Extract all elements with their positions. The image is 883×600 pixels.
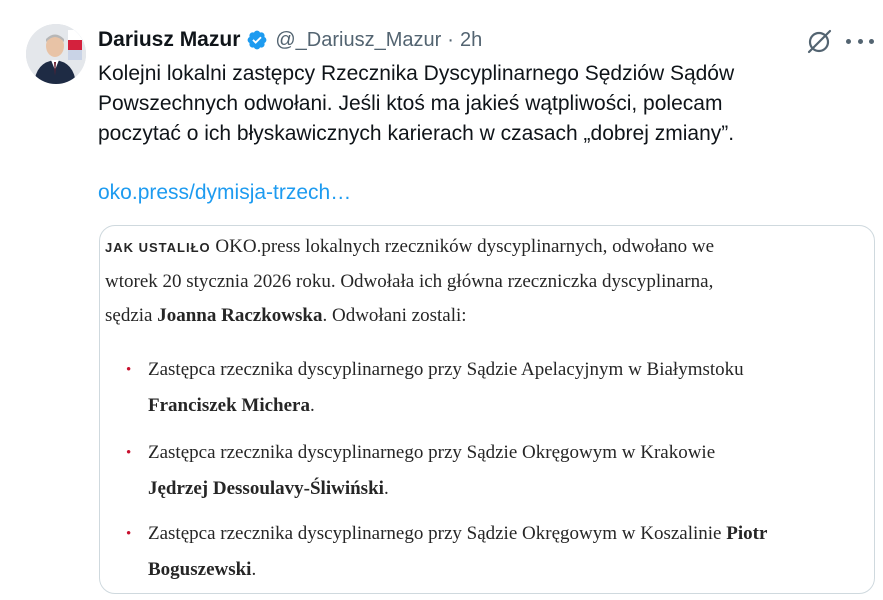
person-name: Joanna Raczkowska [157,305,323,326]
bullet-icon: • [126,526,132,542]
intro-line [105,299,865,333]
author-name[interactable]: Dariusz Mazur [98,28,241,51]
tweet-text [98,59,838,149]
tweet-text-line: Kolejni lokalni zastępcy Rzecznika Dyscyplinarnego Sędziów Sądów [98,62,735,85]
list-item [120,352,870,424]
list-item-end: . [251,559,257,580]
tweet-header [98,26,482,54]
card-kicker: JAK USTALIŁO [105,240,211,255]
list-item-line [120,388,870,424]
list-item [120,516,870,588]
list-item-line [120,552,870,588]
separator-dot: · [447,28,454,51]
more-options-icon[interactable] [846,31,874,51]
bullet-icon: • [126,362,132,378]
person-name: Piotr [726,523,768,544]
intro-line [105,230,865,265]
intro-text: OKO.press lokalnych rzeczników dyscyplinarnych, odwołano we [210,236,715,257]
article-image-card[interactable] [99,225,875,594]
intro-text: sędzia [105,305,158,326]
avatar[interactable] [26,24,86,84]
tweet-text-line: Powszechnych odwołani. Jeśli ktoś ma jakieś wątpliwości, polecam [98,92,723,115]
list-item-end: . [309,395,315,416]
person-name: Franciszek Michera [148,395,310,416]
list-item-text: Zastępca rzecznika dyscyplinarnego przy Sądzie Okręgowym w Koszalinie [148,523,727,544]
list-item-text: Zastępca rzecznika dyscyplinarnego przy Sądzie Apelacyjnym w Białymstoku [148,359,744,380]
list-item-line [120,471,870,507]
list-item-end: . [383,478,389,499]
author-handle[interactable]: @_Dariusz_Mazur [275,28,442,51]
tweet-text-line: poczytać o ich błyskawicznych karierach w czasach „dobrej zmiany”. [98,122,735,145]
person-name: Boguszewski [148,559,252,580]
article-link[interactable]: oko.press/dymisja-trzech… [98,181,352,204]
timestamp[interactable]: 2h [459,28,483,51]
list-item-line [120,352,870,388]
intro-line: wtorek 20 stycznia 2026 roku. Odwołała ich główna rzeczniczka dyscyplinarna, [105,271,714,292]
list-item-line [120,435,870,471]
bullet-icon: • [126,445,132,461]
list-item-text: Zastępca rzecznika dyscyplinarnego przy Sądzie Okręgowym w Krakowie [148,442,716,463]
verified-badge-icon[interactable] [246,29,268,51]
intro-text: . Odwołani zostali: [322,305,467,326]
grok-icon[interactable] [805,28,833,56]
list-item-line [120,516,870,552]
list-item [120,435,870,507]
person-name: Jędrzej Dessoulavy-Śliwiński [148,478,384,499]
card-intro [105,230,865,333]
